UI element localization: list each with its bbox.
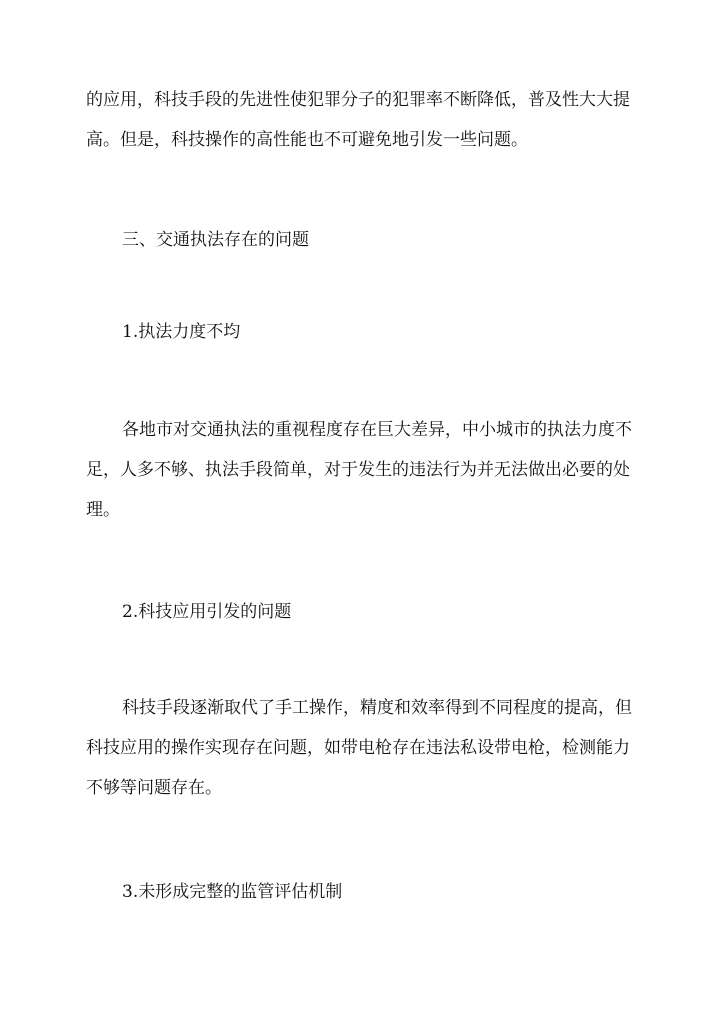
- paragraph-line: 的应用，科技手段的先进性使犯罪分子的犯罪率不断降低，普及性大大提: [86, 90, 630, 110]
- paragraph-line: 科技手段逐渐取代了手工操作，精度和效率得到不同程度的提高，但: [122, 698, 632, 718]
- subheading-enforcement-uneven: 1.执法力度不均: [122, 322, 241, 342]
- paragraph-tech-problems: [86, 688, 632, 808]
- section-heading-problems: 三、交通执法存在的问题: [122, 230, 309, 250]
- paragraph-line: 高。但是，科技操作的高性能也不可避免地引发一些问题。: [86, 130, 528, 150]
- subheading-tech-problems: 2.科技应用引发的问题: [122, 602, 292, 622]
- paragraph-line: 科技应用的操作实现存在问题，如带电枪存在违法私设带电枪，检测能力: [86, 738, 630, 758]
- paragraph-line: 足，人多不够、执法手段简单，对于发生的违法行为并无法做出必要的处: [86, 460, 630, 480]
- paragraph-line: 各地市对交通执法的重视程度存在巨大差异，中小城市的执法力度不: [122, 420, 632, 440]
- paragraph-line: 理。: [86, 500, 120, 520]
- paragraph-enforcement-uneven: [86, 410, 632, 530]
- paragraph-tech-application: [86, 80, 632, 160]
- paragraph-line: 不够等问题存在。: [86, 778, 222, 798]
- subheading-no-oversight-mechanism: 3.未形成完整的监管评估机制: [122, 882, 343, 902]
